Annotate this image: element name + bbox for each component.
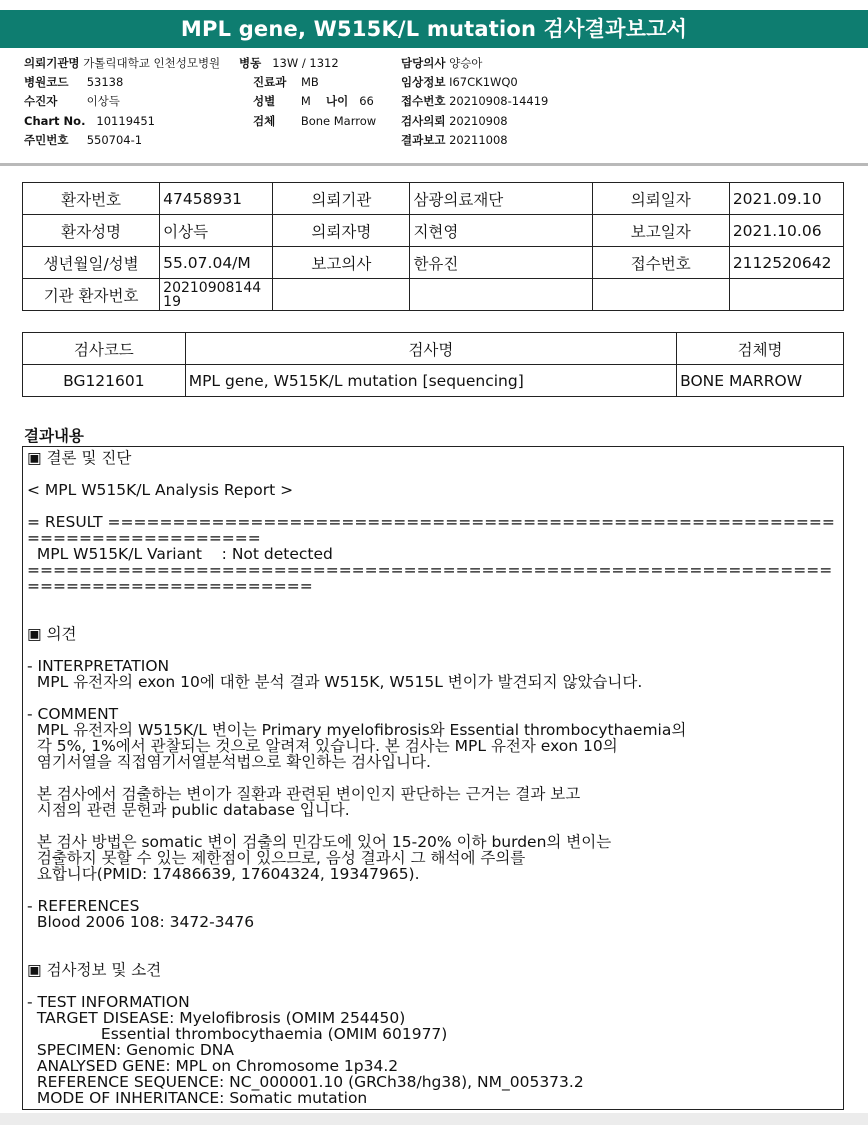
table-cell: 2112520642 — [729, 247, 843, 279]
table-cell: MPL gene, W515K/L mutation [sequencing] — [185, 365, 676, 397]
table-cell: 환자성명 — [23, 215, 160, 247]
info-clinical: 임상정보 I67CK1WQ0 — [401, 75, 518, 89]
result-content-box — [22, 446, 844, 1110]
info-request-date: 검사의뢰 20210908 — [401, 114, 508, 128]
table-cell: 한유진 — [410, 247, 592, 279]
table-cell: 47458931 — [160, 183, 273, 215]
section-title-results: 결과내용 — [24, 427, 84, 445]
info-sex: 성별 M — [253, 94, 311, 108]
table-cell: 2021.10.06 — [729, 215, 843, 247]
table-cell: BONE MARROW — [677, 365, 844, 397]
table-cell: 보고의사 — [273, 247, 410, 279]
info-patient: 수진자 이상득 — [24, 94, 120, 108]
info-hospital-code: 병원코드 53138 — [24, 75, 124, 89]
table-cell — [410, 279, 592, 311]
table-cell: 생년월일/성별 — [23, 247, 160, 279]
info-resident-no: 주민번호 550704-1 — [24, 133, 143, 147]
table-cell: 55.07.04/M — [160, 247, 273, 279]
result-text: ▣ 결론 및 진단 < MPL W515K/L Analysis Report > = RESULT ========================================================================== MPL W515K/L Variant : Not detected ==================================================================================== ▣ 의견 - INTERPRETATION MPL 유전자의 exon 10에 대한 분석 결과 W515K, W515L 변이가 발견되지 않았습니다. - COMMENT MPL 유전자의 W515K/L 변이는 Primary myelofibrosis와 Essential thrombocythaemia의 각 5%, 1%에서 관찰되는 것으로 알려져 있습니다. 본 검사는 MPL 유전자 exon 10의 염기서열을 직접염기서열분석법으로 확인하는 검사입니다. 본 검사에서 검출하는 변이가 질환과 관련된 변이인지 판단하는 근거는 결과 보고 시점의 관련 문헌과 public database 입니다. 본 검사 방법은 somatic 변이 검출의 민감도에 있어 15-20% 이하 burden의 변이는 검출하지 못할 수 있는 제한점이 있으므로, 음성 결과시 그 해석에 주의를 요합니다(PMID: 17486639, 17604324, 19347965). - REFERENCES Blood 2006 108: 3472-3476 ▣ 검사정보 및 소견 - TEST INFORMATION TARGET DISEASE: Myelofibrosis (OMIM 254450) Essential thrombocythaemia (OMIM 601977) SPECIMEN: Genomic DNA ANALYSED GENE: MPL on Chromosome 1p34.2 REFERENCE SEQUENCE: NC_000001.10 (GRCh38/hg38), NM_005373.2 MODE OF INHERITANCE: Somatic mutation — [27, 449, 835, 1107]
table-header-row — [23, 333, 844, 365]
info-doctor: 담당의사 양승아 — [401, 56, 483, 70]
table-cell: 20210908144 19 — [160, 279, 273, 311]
table-cell: 환자번호 — [23, 183, 160, 215]
table-cell: 삼광의료재단 — [410, 183, 592, 215]
info-ward: 병동 13W / 1312 — [239, 56, 339, 70]
bottom-strip — [0, 1113, 868, 1125]
table-cell — [729, 279, 843, 311]
info-chart-no: Chart No. 10119451 — [24, 114, 155, 128]
table-cell: 2021.09.10 — [729, 183, 843, 215]
table-cell: 보고일자 — [592, 215, 729, 247]
table-header-cell: 검사코드 — [23, 333, 186, 365]
table-row — [23, 183, 844, 215]
table-row — [23, 279, 844, 311]
table-row — [23, 247, 844, 279]
table-cell — [592, 279, 729, 311]
table-row — [23, 365, 844, 397]
test-info-table — [22, 332, 844, 397]
table-header-cell: 검사명 — [185, 333, 676, 365]
patient-info-table — [22, 182, 844, 311]
info-specimen: 검체 Bone Marrow — [253, 114, 377, 128]
table-cell: 접수번호 — [592, 247, 729, 279]
table-cell: 의뢰자명 — [273, 215, 410, 247]
report-title: MPL gene, W515K/L mutation 검사결과보고서 — [0, 10, 868, 48]
table-header-cell: 검체명 — [677, 333, 844, 365]
table-cell: 이상득 — [160, 215, 273, 247]
table-cell — [273, 279, 410, 311]
table-cell: 지현영 — [410, 215, 592, 247]
table-cell: 의뢰기관 — [273, 183, 410, 215]
header-divider — [0, 163, 868, 166]
info-hospital: 의뢰기관명 가톨릭대학교 인천성모병원 — [24, 56, 221, 70]
table-row — [23, 215, 844, 247]
table-cell: 기관 환자번호 — [23, 279, 160, 311]
info-department: 진료과 MB — [253, 75, 319, 89]
info-receipt-no: 접수번호 20210908-14419 — [401, 94, 549, 108]
info-age: 나이 66 — [326, 94, 374, 108]
info-report-date: 결과보고 20211008 — [401, 133, 508, 147]
table-cell: 의뢰일자 — [592, 183, 729, 215]
table-cell: BG121601 — [23, 365, 186, 397]
